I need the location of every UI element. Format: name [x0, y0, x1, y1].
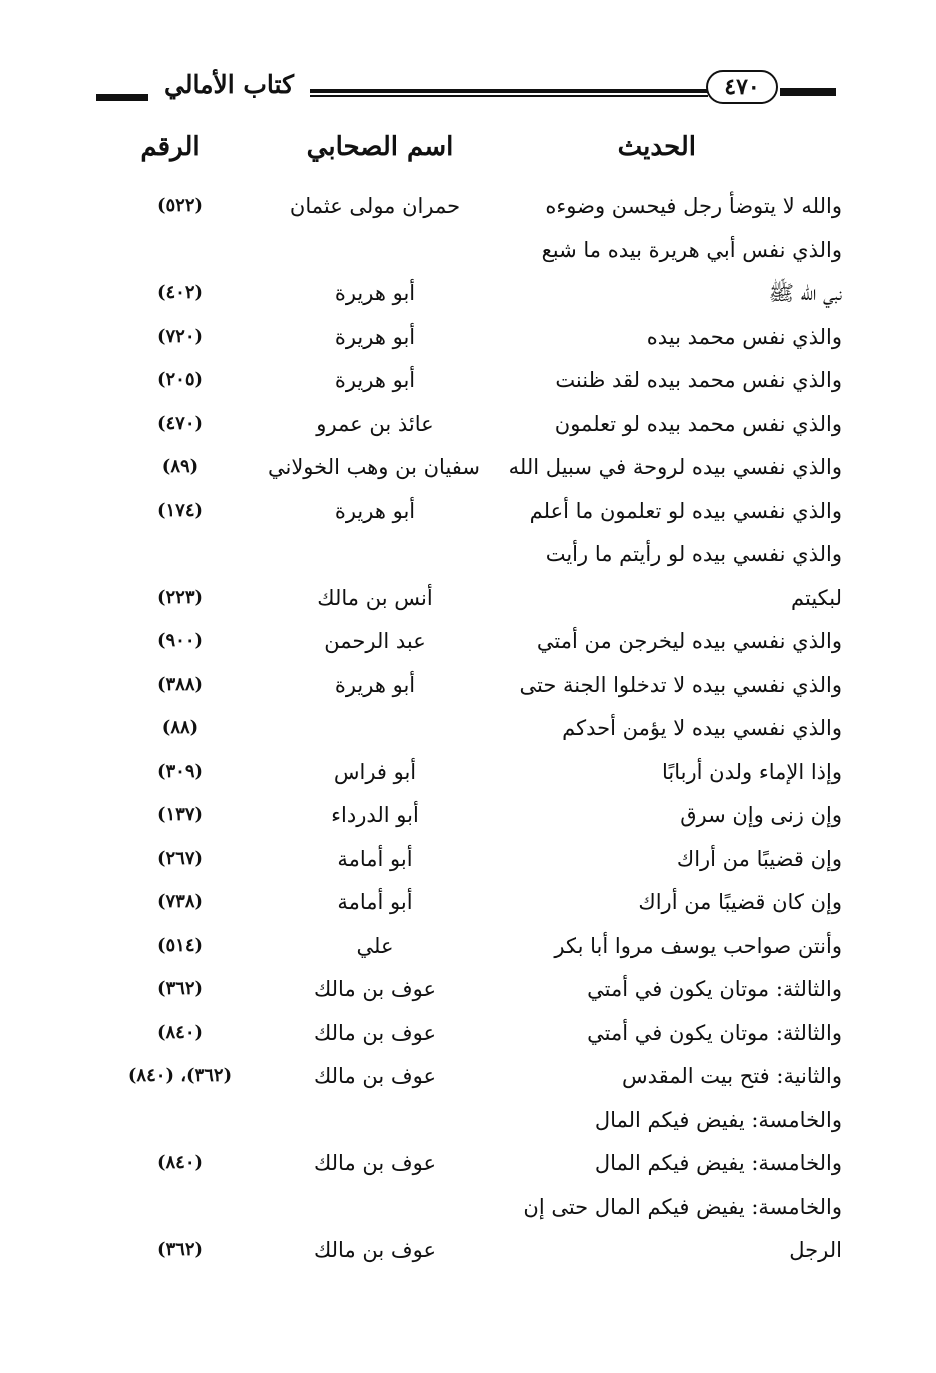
hadith-text: والخامسة: يفيض فيكم المال: [594, 1107, 842, 1132]
sahabi-name: علي: [356, 933, 394, 958]
reference-number: (٨٩): [161, 456, 199, 477]
reference-number: (١٧٤): [156, 499, 204, 521]
sahabi-name: أبو فراس: [333, 759, 417, 784]
table-row: [0, 273, 936, 317]
sahabi-name: عوف بن مالك: [313, 977, 437, 1001]
sahabi-name: عوف بن مالك: [313, 1151, 437, 1175]
sahabi-name: عوف بن مالك: [313, 1238, 437, 1262]
sahabi-name: عوف بن مالك: [313, 1064, 437, 1088]
table-row: [0, 578, 936, 622]
page-number: ٤٧٠: [706, 70, 778, 104]
hadith-text: وإن زنى وإن سرق: [680, 803, 842, 827]
header-rule-middle-thin: [310, 95, 708, 97]
column-header-number: الرقم: [140, 132, 200, 162]
table-row: [0, 1056, 936, 1100]
table-row: [0, 882, 936, 926]
hadith-text: والثالثة: موتان يكون في أمتي: [587, 977, 842, 1001]
table-row: [0, 1013, 936, 1057]
reference-number: (٢٠٥): [156, 369, 204, 390]
sahabi-name: أبو الدرداء: [331, 803, 419, 827]
table-row: [0, 795, 936, 839]
page-header: [0, 0, 936, 120]
sahabi-name: أنس بن مالك: [317, 585, 433, 610]
sahabi-name: حمران مولى عثمان: [289, 194, 461, 218]
hadith-text: والذي نفسي بيده ليخرجن من أمتي: [536, 629, 842, 653]
sahabi-name: سفيان بن وهب الخولاني: [267, 455, 480, 479]
sahabi-name: أبو هريرة: [334, 672, 416, 697]
index-table: [0, 186, 936, 1274]
column-header-hadith: الحديث: [617, 132, 696, 162]
reference-number: (٧٣٨): [156, 891, 204, 912]
table-row: [0, 186, 936, 230]
hadith-text: وإن قضيبًا من أراك: [676, 846, 842, 871]
sahabi-name: أبو أمامة: [337, 846, 413, 871]
sahabi-name: أبو أمامة: [337, 890, 413, 914]
reference-number: (٥١٤): [156, 934, 204, 956]
reference-number: (٨٤٠): [156, 1021, 204, 1043]
header-rule-right: [780, 88, 836, 96]
reference-number: (٣٦٢): [156, 1239, 204, 1260]
table-row: [0, 1187, 936, 1231]
table-row: [0, 1100, 936, 1144]
hadith-text: والذي نفسي بيده لو تعلمون ما أعلم: [529, 498, 842, 523]
table-row: [0, 752, 936, 796]
table-row: [0, 360, 936, 404]
sahabi-name: عوف بن مالك: [313, 1020, 437, 1045]
table-row: [0, 1143, 936, 1187]
sahabi-name: أبو هريرة: [334, 281, 416, 305]
reference-number: (٣٦٢): [156, 978, 204, 999]
table-row: [0, 534, 936, 578]
table-row: [0, 491, 936, 535]
reference-number: (٤٠٢): [156, 282, 204, 303]
reference-number: (٧٢٠): [156, 325, 204, 347]
reference-number: (٣٦٢)، (٨٤٠): [127, 1065, 233, 1086]
hadith-text: والذي نفس محمد بيده لقد ظننت: [555, 368, 842, 392]
header-rule-left: [96, 94, 148, 101]
reference-number: (٢٦٧): [156, 847, 204, 869]
book-title: كتاب الأمالي: [164, 70, 294, 99]
reference-number: (٨٨): [161, 717, 199, 738]
hadith-text: والخامسة: يفيض فيكم المال: [594, 1151, 842, 1175]
table-row: [0, 230, 936, 274]
hadith-text: وإذا الإماء ولدن أربابًا: [662, 759, 842, 784]
hadith-text: والله لا يتوضأ رجل فيحسن وضوءه: [545, 194, 842, 218]
hadith-text: والذي نفسي بيده لروحة في سبيل الله: [508, 455, 842, 479]
hadith-text: والثانية: فتح بيت المقدس: [621, 1064, 842, 1088]
hadith-text: وأنتن صواحب يوسف مروا أبا بكر: [554, 933, 842, 958]
table-row: [0, 317, 936, 361]
hadith-text: والذي نفس أبي هريرة بيده ما شبع: [541, 237, 842, 262]
sahabi-name: عبد الرحمن: [324, 629, 426, 653]
sahabi-name: أبو هريرة: [334, 324, 416, 349]
hadith-text: والذي نفسي بيده لا تدخلوا الجنة حتى: [519, 672, 842, 697]
reference-number: (٤٧٠): [156, 412, 204, 434]
header-rule-middle: [310, 89, 708, 93]
table-row: [0, 839, 936, 883]
hadith-text: والذي نفس محمد بيده لو تعلمون: [554, 411, 842, 436]
hadith-text: والذي نفسي بيده لو رأيتم ما رأيت: [545, 542, 842, 566]
table-row: [0, 665, 936, 709]
sahabi-name: أبو هريرة: [334, 368, 416, 392]
sahabi-name: أبو هريرة: [334, 498, 416, 523]
table-row: [0, 1230, 936, 1274]
hadith-text: الرجل: [789, 1238, 842, 1262]
reference-number: (١٣٧): [156, 804, 204, 825]
table-row: [0, 404, 936, 448]
reference-number: (٩٠٠): [156, 630, 204, 651]
table-row: [0, 621, 936, 665]
hadith-text: نبي الله ﷺ: [768, 281, 842, 305]
table-row: [0, 926, 936, 970]
reference-number: (٨٤٠): [156, 1152, 204, 1173]
hadith-text: والخامسة: يفيض فيكم المال حتى إن: [523, 1194, 842, 1219]
table-row: [0, 447, 936, 491]
reference-number: (٣٨٨): [156, 673, 204, 695]
sahabi-name: عائذ بن عمرو: [316, 411, 434, 436]
reference-number: (٥٢٢): [156, 195, 204, 216]
reference-number: (٢٢٣): [156, 586, 204, 608]
hadith-text: لبكيتم: [791, 585, 842, 610]
table-row: [0, 708, 936, 752]
hadith-text: والذي نفسي بيده لا يؤمن أحدكم: [562, 716, 842, 740]
hadith-text: والثالثة: موتان يكون في أمتي: [587, 1020, 842, 1045]
reference-number: (٣٠٩): [156, 760, 204, 782]
column-header-sahabi: اسم الصحابي: [306, 132, 454, 162]
hadith-text: وإن كان قضيبًا من أراك: [638, 890, 842, 914]
table-row: [0, 969, 936, 1013]
hadith-text: والذي نفس محمد بيده: [646, 324, 842, 349]
